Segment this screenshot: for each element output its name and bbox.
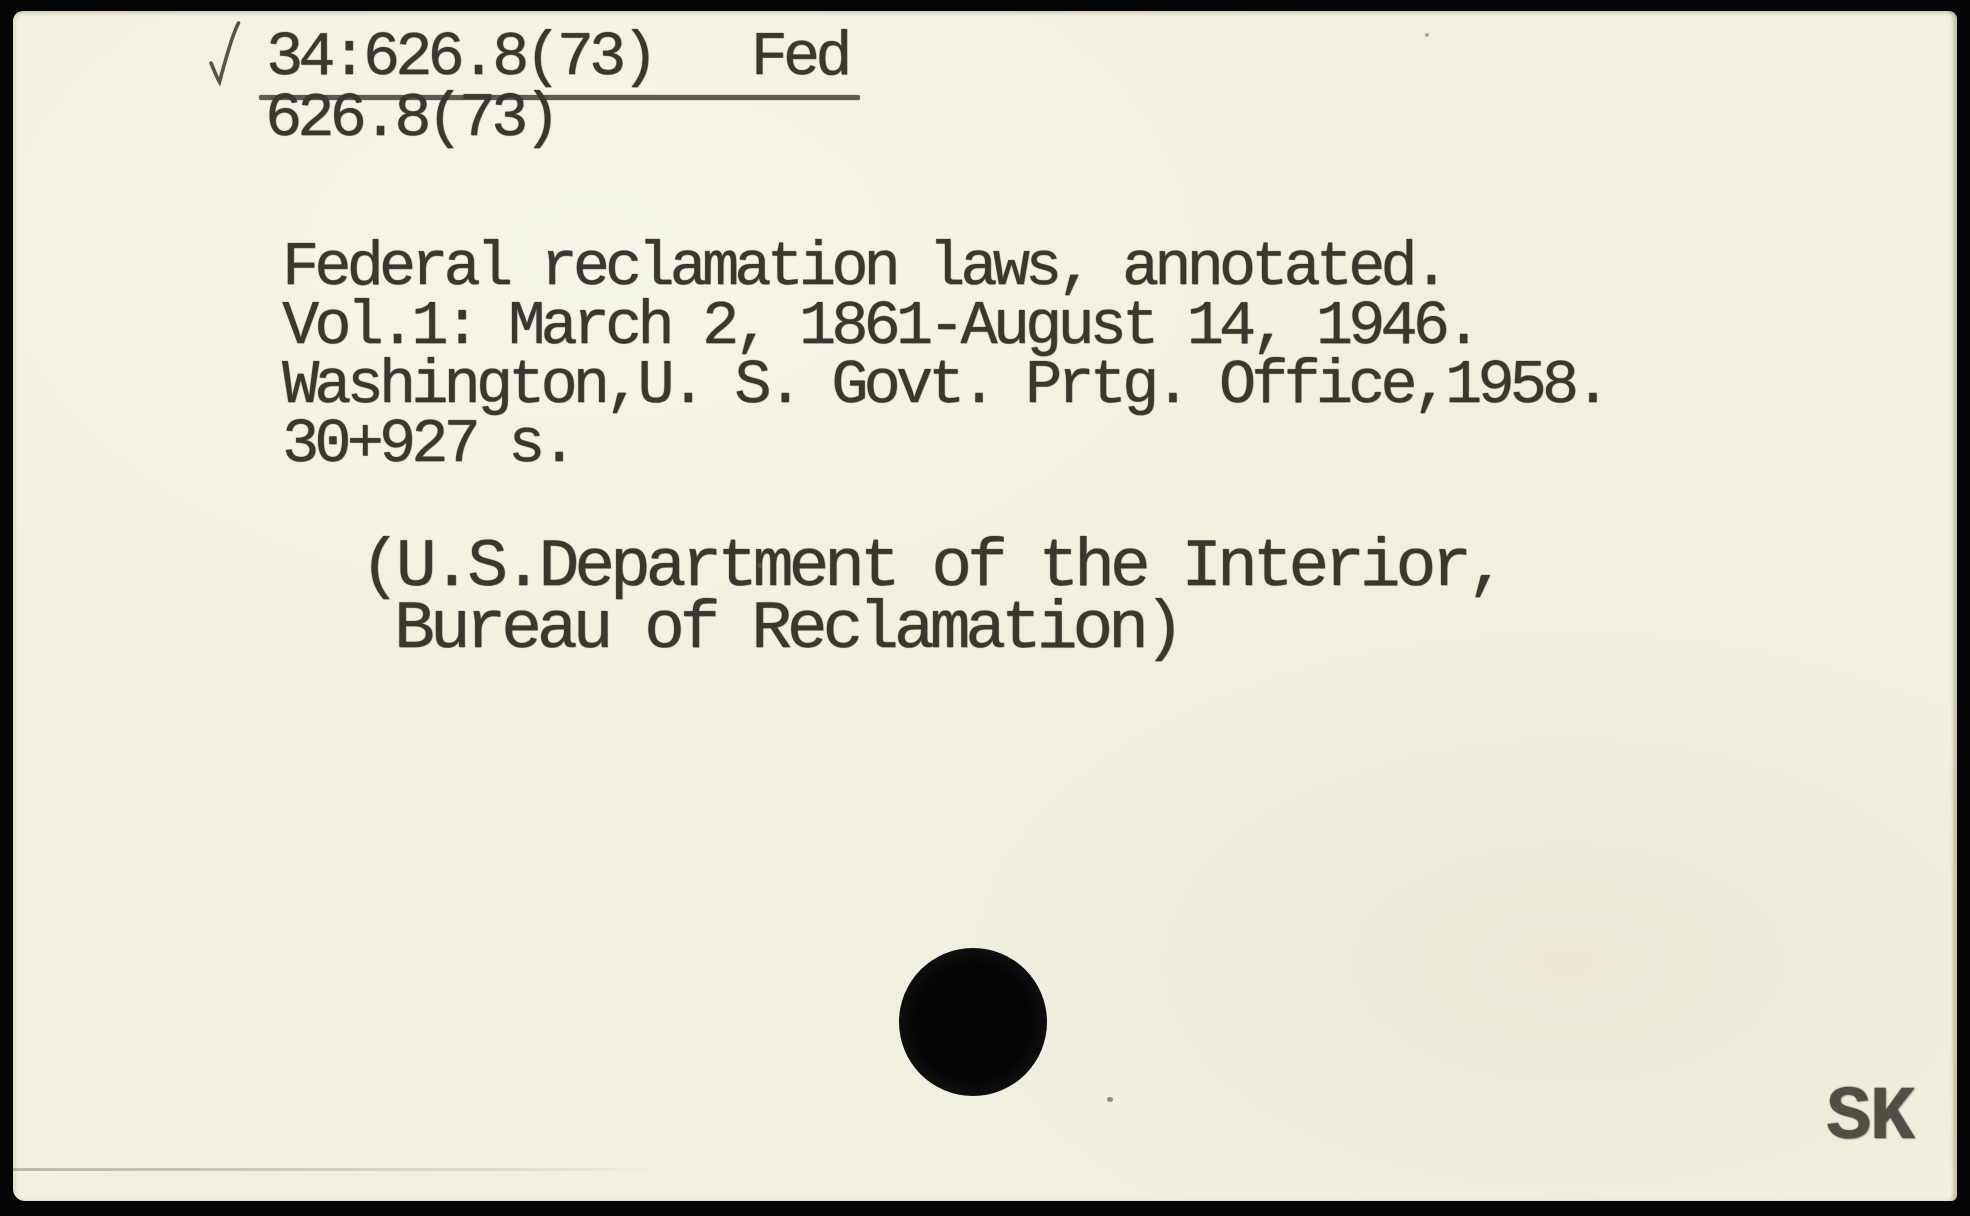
corporate-note-line2: Bureau of Reclamation) xyxy=(394,591,1180,668)
pagination-line: 30+927 s. xyxy=(282,409,573,480)
checkmark-icon xyxy=(205,19,245,89)
paper-speck xyxy=(758,563,762,568)
stamp-initials: SK xyxy=(1826,1075,1914,1161)
bibliographic-entry xyxy=(282,232,1607,480)
imprint-line: Washington,U. S. Govt. Prtg. Office,1958. xyxy=(282,350,1607,421)
paper-speck xyxy=(1107,1097,1113,1102)
hole-punch xyxy=(899,948,1047,1096)
paper-speck xyxy=(1425,33,1429,37)
card-crease xyxy=(13,1168,658,1171)
volume-date-line: Vol.1: March 2, 1861-August 14, 1946. xyxy=(282,291,1478,362)
call-number-line2: 626.8(73) xyxy=(265,83,556,154)
catalog-card xyxy=(13,11,1957,1201)
corporate-note-line1: (U.S.Department of the Interior, xyxy=(360,529,1503,606)
title-line: Federal reclamation laws, annotated. xyxy=(282,232,1446,303)
call-number-line1: 34:626.8(73) Fed xyxy=(266,22,848,93)
